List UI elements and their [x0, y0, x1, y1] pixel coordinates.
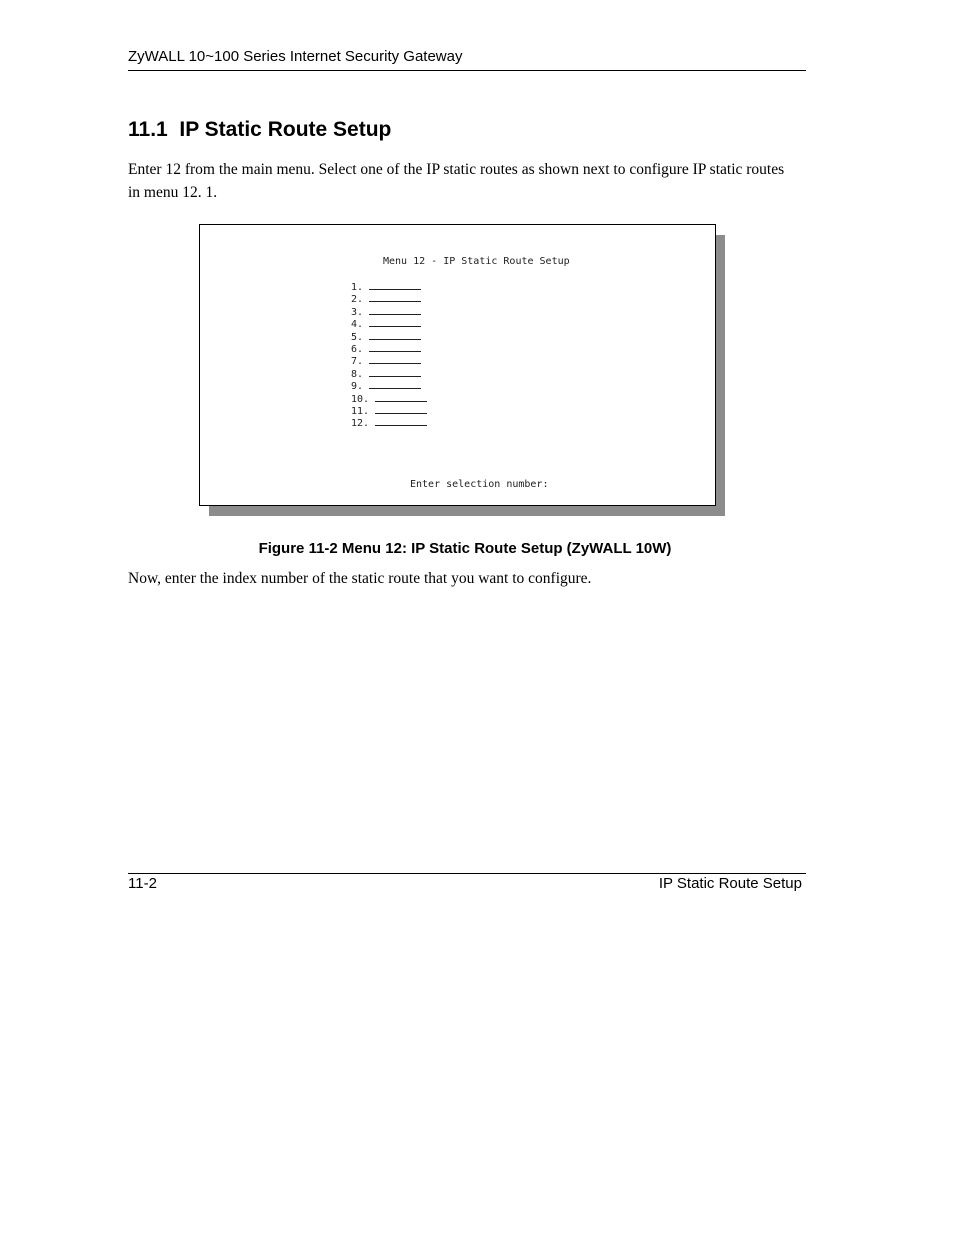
route-name-blank: [369, 280, 421, 290]
route-name-blank: [369, 292, 421, 302]
running-header: ZyWALL 10~100 Series Internet Security Gateway: [128, 48, 463, 65]
header-rule: [128, 70, 806, 71]
list-item: [351, 392, 427, 404]
route-name-blank: [369, 354, 421, 364]
item-number: 1.: [351, 282, 364, 293]
list-item: [351, 354, 427, 366]
route-name-blank: [369, 379, 421, 389]
route-name-blank: [369, 342, 421, 352]
figure-caption: Figure 11-2 Menu 12: IP Static Route Setup (ZyWALL 10W): [258, 540, 672, 557]
route-name-blank: [375, 416, 427, 426]
item-number: 8.: [351, 368, 364, 380]
menu-screen-figure: [199, 224, 716, 506]
list-item: [351, 342, 427, 354]
list-item: [351, 416, 427, 428]
selection-prompt: Enter selection number:: [410, 479, 549, 490]
list-item: [351, 280, 427, 292]
item-number: 10.: [351, 393, 370, 405]
list-item: [351, 330, 427, 342]
route-name-blank: [369, 367, 421, 377]
section-title: 11.1 IP Static Route Setup: [128, 118, 392, 141]
item-number: 4.: [351, 319, 364, 331]
item-number: 2.: [351, 294, 364, 306]
list-item: [351, 379, 427, 391]
item-number: 11.: [351, 405, 370, 417]
menu-title: Menu 12 - IP Static Route Setup: [383, 256, 570, 267]
route-name-blank: [375, 404, 427, 414]
route-name-blank: [369, 330, 421, 340]
route-list: [351, 280, 427, 429]
outro-paragraph: Now, enter the index number of the static route that you want to configure.: [128, 570, 592, 587]
page-number: 11-2: [128, 875, 157, 892]
list-item: [351, 305, 427, 317]
item-number: 5.: [351, 331, 364, 343]
list-item: [351, 404, 427, 416]
route-name-blank: [369, 317, 421, 327]
footer-rule: [128, 873, 806, 874]
route-name-blank: [369, 305, 421, 315]
intro-paragraph: Enter 12 from the main menu. Select one of the IP static routes as shown next to configure IP static routes in menu 12. 1.: [128, 161, 785, 201]
route-name-blank: [375, 392, 427, 402]
list-item: [351, 367, 427, 379]
item-number: 3.: [351, 306, 364, 318]
item-number: 6.: [351, 343, 364, 355]
list-item: [351, 317, 427, 329]
item-number: 9.: [351, 381, 364, 393]
item-number: 7.: [351, 356, 364, 368]
footer-chapter-title: IP Static Route Setup: [658, 875, 802, 892]
item-number: 12.: [351, 418, 370, 430]
list-item: [351, 292, 427, 304]
